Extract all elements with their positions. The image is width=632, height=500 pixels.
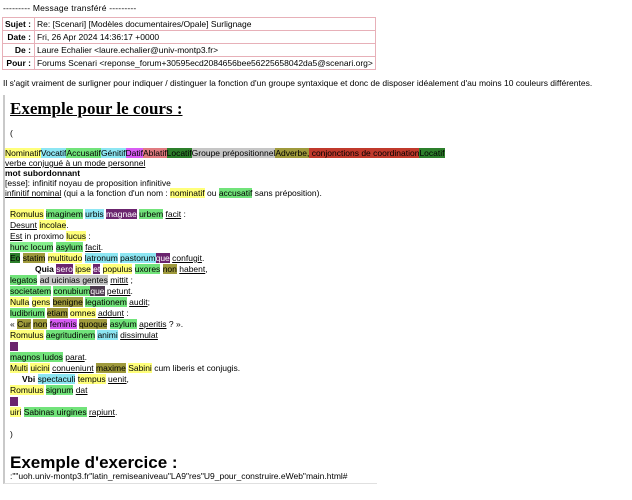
word: urbem	[139, 209, 164, 219]
punct: ;	[128, 275, 133, 285]
text-line-11	[10, 319, 183, 330]
text-line-6: Quia sero ipse et populus uxores non habent,	[35, 264, 208, 274]
word: dat	[75, 385, 88, 395]
legend-vocatif: Vocatif	[40, 148, 67, 158]
legend-locatif: Locatif	[166, 148, 192, 158]
word: Romulus	[10, 209, 44, 219]
word: benigne	[52, 297, 83, 307]
text-line-8: societatem conubiumque petunt.	[10, 286, 133, 296]
word: maxime	[96, 363, 126, 373]
word: legationem	[85, 297, 127, 307]
word: aegritudinem	[45, 330, 96, 340]
word: Romulus	[10, 385, 44, 395]
inf-nominal-text-2: ou	[204, 188, 219, 198]
text-line-18	[10, 396, 18, 407]
text-line-2	[10, 220, 69, 231]
word: petunt	[106, 286, 131, 296]
inf-nominal-label: infinitif nominal	[5, 188, 62, 198]
word: facit	[165, 209, 182, 219]
word: imaginem	[45, 209, 83, 219]
word: habent	[179, 264, 206, 274]
word: legatos	[10, 275, 38, 285]
word: Sabinas uirgines	[23, 407, 87, 417]
word: Vbi	[22, 374, 36, 384]
word: Cur	[17, 319, 31, 329]
legend-datif: Datif	[125, 148, 143, 158]
word: que	[155, 253, 170, 263]
subject-value: Re: [Scenari] [Modèles documentaires/Opale] Surlignage	[34, 18, 375, 31]
word: magnos ludos	[10, 352, 63, 362]
text-line-12	[10, 330, 158, 341]
legend-verbe: verbe conjugué à un mode personnel	[5, 158, 146, 168]
punct: :	[123, 308, 129, 318]
word: animi	[97, 330, 118, 340]
text-line-15	[10, 363, 240, 374]
word: tempus	[77, 374, 106, 384]
inf-nominal-nominatif: nominatif	[170, 188, 205, 198]
word: societatem	[10, 286, 52, 296]
text-line-1	[10, 209, 186, 220]
legend-mot-subordonnant: mot subordonnant	[5, 168, 81, 178]
date-key: Date :	[3, 31, 35, 44]
legend-groupe-prep: Groupe prépositionnel	[191, 148, 276, 158]
word: uicini	[30, 363, 50, 373]
word: dissimulat	[120, 330, 158, 340]
word: incolae	[39, 220, 67, 230]
text-line-4: hunc locum asylum facit.	[10, 242, 104, 252]
legend-accusatif: Accusatif	[66, 148, 101, 158]
word: statim	[22, 253, 46, 263]
word: conueniunt	[52, 363, 94, 373]
close-paren: )	[10, 429, 13, 439]
word: conubium	[53, 286, 91, 296]
word: sero	[56, 264, 73, 274]
word: hunc locum	[10, 242, 54, 252]
conjunction-marker	[10, 342, 18, 351]
inf-nominal-text-3: sans préposition).	[252, 188, 322, 198]
text-line-19: uiri Sabinas uirgines rapiunt.	[10, 407, 118, 417]
punct: «	[10, 319, 18, 329]
word: Nulla	[10, 297, 30, 307]
word: Quia	[35, 264, 54, 274]
open-paren: (	[10, 128, 13, 138]
word: populus	[102, 264, 133, 274]
word: omnes	[70, 308, 96, 318]
text-line-9: Nulla gens benigne legationem audit;	[10, 297, 150, 307]
inf-nominal-accusatif: accusatif	[218, 188, 253, 198]
intro-text: Il s'agit vraiment de surligner pour indiquer / distinguer la fonction d'un groupe syntaxique et donc de disposer idéalement d'au moins 10 couleurs différentes.	[3, 78, 593, 88]
word: urbis	[85, 209, 104, 219]
document-block	[3, 95, 445, 484]
to-value[interactable]: Forums Scenari <reponse_forum+30595ecd2084656bee56225658042da5@scenari.org>	[34, 57, 375, 70]
word: Sabini	[128, 363, 152, 373]
word: etiam	[46, 308, 68, 318]
text-line-3	[10, 231, 91, 242]
word: Eo	[10, 253, 21, 263]
text-line-7	[10, 275, 133, 286]
legend-locatif-2: Locatif	[419, 148, 445, 158]
punct: ? ».	[166, 319, 184, 329]
legend-esse: [esse]: infinitif noyau de proposition infinitive	[5, 178, 171, 188]
word: lucus	[66, 231, 87, 241]
word: gens	[31, 297, 51, 307]
text-line-16: Vbi spectaculi tempus uenit,	[22, 374, 129, 384]
word: Est	[10, 231, 23, 241]
word: parat	[65, 352, 85, 362]
conjunction-marker	[10, 397, 18, 406]
word: aperitis	[139, 319, 167, 329]
word: non	[162, 264, 177, 274]
heading-exemple-exercice: Exemple d'exercice :	[10, 453, 178, 472]
word: spectaculi	[37, 374, 76, 384]
word: mittit	[110, 275, 129, 285]
punct: .	[66, 220, 69, 230]
text-line-13	[10, 341, 18, 352]
word: Romulus	[10, 330, 44, 340]
word: rapiunt	[88, 407, 115, 417]
word: Multi	[10, 363, 28, 373]
legend-adverbe: Adverbe,	[275, 148, 310, 158]
word: et	[93, 264, 101, 274]
word: latronum	[84, 253, 118, 263]
legend-genitif: Génitif	[100, 148, 126, 158]
word: ad uicinias gentes	[39, 275, 108, 285]
word: ludibrium	[10, 308, 45, 318]
word: asylum	[109, 319, 137, 329]
text-line-14: magnos ludos parat.	[10, 352, 88, 362]
message-header-table	[2, 17, 376, 70]
word: feminis	[49, 319, 77, 329]
word: multitudo	[47, 253, 83, 263]
to-key: Pour :	[3, 57, 35, 70]
word: que	[90, 286, 105, 296]
word: quoque	[79, 319, 108, 329]
legend-nominatif: Nominatif	[5, 148, 41, 158]
word: magnae	[105, 209, 137, 219]
word: pastorum	[120, 253, 156, 263]
word: addunt	[97, 308, 124, 318]
word: facit	[85, 242, 101, 252]
word: confugit	[172, 253, 202, 263]
legend-infinitif-nominal	[5, 188, 322, 199]
word: signum	[45, 385, 74, 395]
word: ipse	[75, 264, 91, 274]
word: audit	[129, 297, 148, 307]
from-value[interactable]: Laure Echalier <laure.echalier@univ-montp3.fr>	[34, 44, 375, 57]
word: cum liberis et conjugis.	[151, 363, 241, 373]
punct: :	[181, 209, 186, 219]
punct: :	[86, 231, 91, 241]
text-line-17	[10, 385, 88, 396]
text-line-10	[10, 308, 129, 319]
legend-ablatif: Ablatif	[143, 148, 167, 158]
heading-exemple-cours: Exemple pour le cours :	[10, 99, 183, 118]
word: uxores	[134, 264, 161, 274]
text-line-5: Eo statim multitudo latronum pastorumque confugit.	[10, 253, 205, 263]
word: asylum	[55, 242, 83, 252]
subject-key: Sujet :	[3, 18, 35, 31]
word: uenit	[108, 374, 127, 384]
word: in proximo	[22, 231, 67, 241]
inf-nominal-text-1: (qui a la fonction d'un nom :	[61, 188, 171, 198]
legend-conjonctions: conjonctions de coordination	[309, 148, 420, 158]
word: Desunt	[10, 220, 37, 230]
date-value: Fri, 26 Apr 2024 14:36:17 +0000	[34, 31, 375, 44]
word: uiri	[10, 407, 22, 417]
word: non	[33, 319, 48, 329]
forwarded-message-label: --------- Message transféré ---------	[3, 3, 137, 13]
from-key: De :	[3, 44, 35, 57]
exercise-link[interactable]: :""uoh.univ-montp3.fr"latin_remiseaniveau"LA9"res"U9_pour_construire.eWeb"main.html#	[10, 471, 348, 481]
